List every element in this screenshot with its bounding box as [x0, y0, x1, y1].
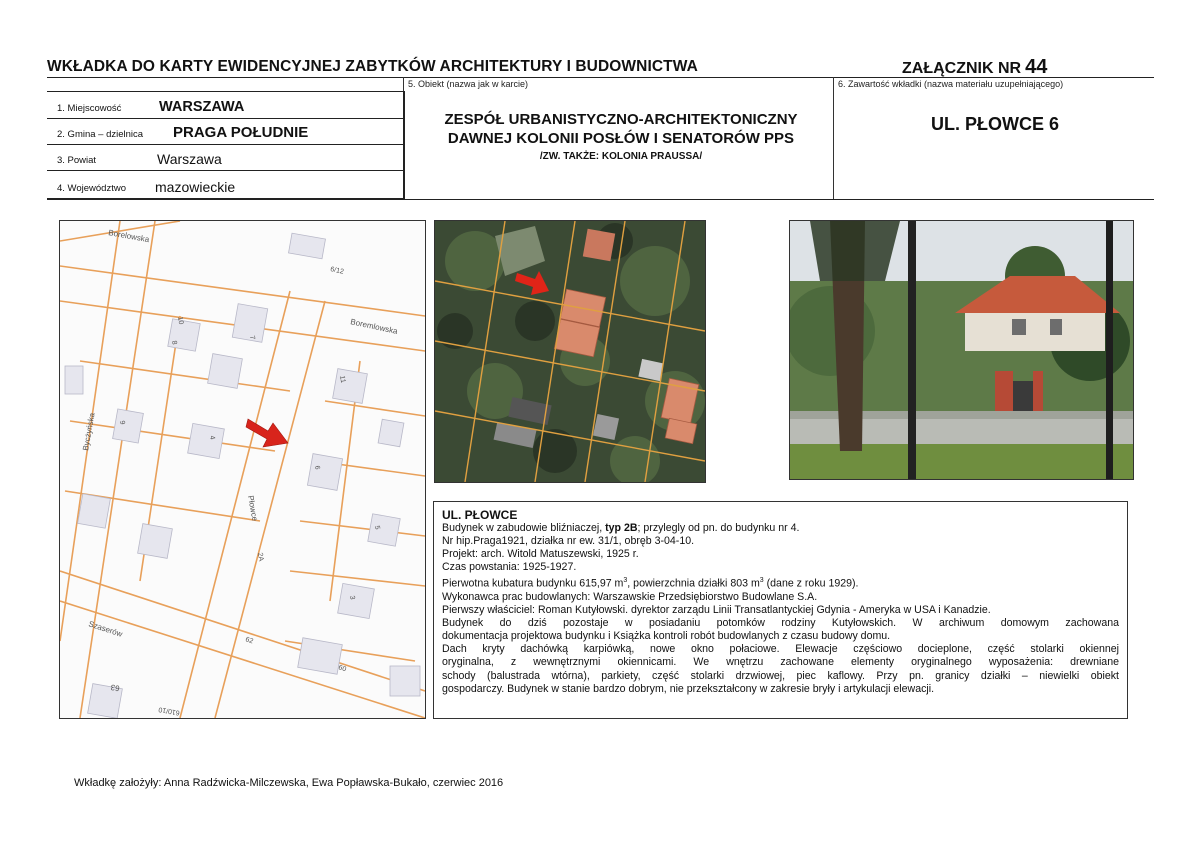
description-line-5-b: , powierzchnia działki 803 m	[627, 577, 760, 590]
description-line-8: Budynek do dziś pozostaje w posiadaniu potomków rodziny Kutyłowskich. W archiwum domowym zachowana	[442, 617, 1119, 630]
map-number-6: 6	[313, 465, 321, 471]
map-number-11: 11	[338, 375, 347, 384]
map-street-szaserow: Szaserów	[87, 619, 124, 639]
description-line-7: Pierwszy właściciel: Roman Kutyłowski. dyrektor zarządu Linii Transatlantyckiej Gdynia - Ameryka w USA i Kanadzie.	[442, 604, 991, 617]
description-line-5-a: Pierwotna kubatura budynku 615,97 m	[442, 577, 624, 590]
description-line-13: gospodarczy. Budynek w stanie bardzo dobrym, nie przekształcony w zakresie bryły i artykulacji elewacji.	[442, 682, 935, 695]
content-value: UL. PŁOWCE 6	[930, 114, 1059, 134]
value-miejscowosc: WARSZAWA	[159, 99, 245, 115]
aerial-photo-svg	[435, 221, 705, 482]
street-photo	[789, 220, 1134, 480]
map-number-6-12: 6/12	[329, 266, 345, 276]
map-number-63: 63	[110, 682, 121, 693]
description-line-5-c: (dane z roku 1929).	[763, 577, 859, 590]
object-name-line1: ZESPÓŁ URBANISTYCZNO-ARCHITEKTONICZNY	[444, 111, 798, 128]
description-line-1-bold: typ 2B	[605, 522, 638, 534]
description-line-1-pre: Budynek w zabudowie bliźniaczej,	[442, 522, 606, 534]
street-photo-svg	[790, 221, 1133, 479]
object-name	[408, 110, 834, 148]
map-number-610-10: 610/10	[158, 705, 181, 716]
map-number-62: 62	[244, 636, 254, 646]
description-line-11: oryginalna, z wewnętrznymi okiennicami. We wnętrzu zachowane elementy oryginalnego wyposażenia: drewniane	[442, 656, 1119, 669]
map-number-2a: 2A	[256, 552, 265, 562]
map-number-4: 4	[208, 435, 216, 441]
label-powiat: 3. Powiat	[57, 155, 97, 166]
description-line-2: Nr hip.Praga1921, działka nr ew. 31/1, obręb 3-04-10.	[442, 535, 695, 548]
map-number-9: 9	[118, 420, 126, 426]
document-title: WKŁADKA DO KARTY EWIDENCYJNEJ ZABYTKÓW ARCHITEKTURY I BUDOWNICTWA	[47, 58, 698, 75]
row-gmina	[47, 118, 403, 145]
attachment-label: ZAŁĄCZNIK NR	[902, 60, 1022, 77]
map-number-3: 3	[348, 595, 356, 601]
map-number-8: 8	[170, 340, 178, 346]
object-name-line2: DAWNEJ KOLONII POSŁÓW I SENATORÓW PPS	[447, 130, 795, 147]
description-line-1	[442, 522, 1119, 535]
label-miejscowosc: 1. Miejscowość	[57, 103, 122, 114]
row-wojewodztwo	[47, 170, 403, 199]
map-street-boremlowska: Boremlowska	[349, 317, 399, 336]
map-number-7: 7	[248, 335, 256, 341]
description-sup-2: 3	[759, 577, 764, 585]
description-line-9: dokumentacja projektowa budynku i Książka kontroli robót budowlanych z czasu budowy domu.	[442, 630, 891, 643]
header-bottom-rule	[47, 199, 1154, 200]
header-top-rule	[47, 77, 1154, 78]
description-line-10: Dach kryty dachówką karpiówką, nowe okno połaciowe. Elewacje częściowo docieplone, część stolarki okiennej	[442, 643, 1119, 656]
footer-authors: Wkładkę założyły: Anna Radźwicka-Milczewska, Ewa Popławska-Bukało, czerwiec 2016	[74, 777, 504, 789]
cadastral-map	[59, 220, 426, 719]
value-powiat: Warszawa	[157, 151, 222, 167]
row-powiat	[47, 144, 403, 171]
object-subtitle: /ZW. TAKŻE: KOLONIA PRAUSSA/	[539, 151, 703, 162]
location-box	[47, 91, 405, 199]
label-wojewodztwo: 4. Województwo	[57, 183, 126, 194]
description-line-5	[442, 574, 1119, 591]
value-gmina: PRAGA POŁUDNIE	[173, 124, 309, 141]
description-line-3: Projekt: arch. Witold Matuszewski, 1925 r.	[442, 548, 639, 561]
attachment-number-value: 44	[1025, 56, 1048, 78]
description-heading: UL. PŁOWCE	[442, 508, 518, 522]
object-label: 5. Obiekt (nazwa jak w karcie)	[408, 79, 529, 89]
map-street-plowce: Płowce	[246, 494, 260, 522]
label-gmina: 2. Gmina – dzielnica	[57, 129, 144, 140]
map-street-byczynska: Bycżyńska	[81, 412, 97, 452]
value-wojewodztwo: mazowieckie	[155, 179, 236, 195]
aerial-photo	[434, 220, 706, 483]
description-box	[433, 501, 1128, 719]
description-line-1-post: ; przylegly od pn. do budynku nr 4.	[637, 522, 800, 534]
map-number-60: 60	[337, 664, 347, 674]
cadastral-map-svg	[60, 221, 425, 718]
description-line-4: Czas powstania: 1925-1927.	[442, 561, 577, 574]
map-number-10: 10	[176, 316, 185, 326]
row-miejscowosc	[47, 92, 403, 119]
description-line-6: Wykonawca prac budowlanych: Warszawskie Przedsiębiorstwo Budowlane S.A.	[442, 591, 818, 603]
attachment-number	[902, 56, 1047, 79]
description-line-12: schody (balustrada wtórna), parkiety, część stolarki drzwiowej, piec kaflowy. Przy pn. granicy działki – niewielki obiekt	[442, 669, 1119, 682]
content-label: 6. Zawartość wkładki (nazwa materiału uzupełniającego)	[838, 79, 1064, 89]
description-sup-1: 3	[623, 577, 628, 585]
map-number-5: 5	[373, 525, 381, 531]
map-street-borelowska: Borelowska	[107, 228, 150, 245]
